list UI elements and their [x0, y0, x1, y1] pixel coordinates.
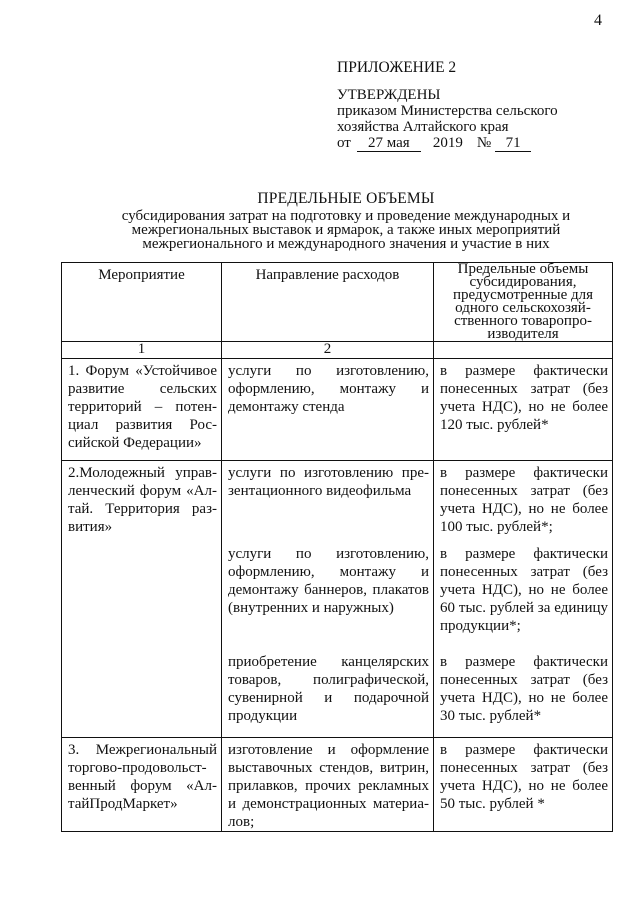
direction-cell	[222, 461, 434, 738]
limit-item: в размере фактически понесенных затрат (без учета НДС), но не более 100 тыс. рублей*;	[440, 465, 608, 535]
column-number-row	[62, 342, 613, 359]
limit-cell: в размере фактически понесенных затрат (без учета НДС), но не более 120 тыс. рублей*	[434, 359, 613, 461]
order-date: 27 мая	[357, 136, 421, 152]
event-cell: 2.Молодежный управ-ленческий форум «Ал-тай. Территория раз-вития»	[62, 461, 222, 738]
approval-block	[337, 60, 558, 152]
header-event: Мероприятие	[62, 263, 222, 342]
appendix-title: ПРИЛОЖЕНИЕ 2	[337, 59, 457, 76]
heading-title: ПРЕДЕЛЬНЫЕ ОБЪЕМЫ	[257, 190, 435, 207]
limit-cell	[434, 461, 613, 738]
event-cell: 3. Межрегиональный торгово-продовольст-венный форум «Ал-тайПродМаркет»	[62, 738, 222, 832]
document-heading	[70, 192, 622, 251]
direction-cell: изготовление и оформление выставочных стендов, витрин, прилавков, прочих рекламных и демонстрационных материа-лов;	[222, 738, 434, 832]
order-from-label: от	[337, 135, 351, 151]
table-header-row	[62, 263, 613, 342]
table-row	[62, 359, 613, 461]
limit-cell: в размере фактически понесенных затрат (без учета НДС), но не более 50 тыс. рублей *	[434, 738, 613, 832]
limit-item: в размере фактически понесенных затрат (без учета НДС), но не более 60 тыс. рублей за единицу продукции*;	[440, 546, 608, 634]
heading-line-1: субсидирования затрат на подготовку и проведение международных и	[121, 208, 571, 224]
order-number-sign: №	[476, 135, 492, 151]
direction-item: услуги по изготовлению пре-зентационного видеофильма	[228, 465, 429, 499]
order-reference	[337, 135, 558, 152]
order-year: 2019	[432, 135, 463, 151]
header-limit: Предельные объемы субсидирования, предусмотренные для одного сельскохозяй-ственного товаропро-изводителя	[434, 263, 613, 342]
limit-item: в размере фактически понесенных затрат (без учета НДС), но не более 30 тыс. рублей*	[440, 654, 608, 724]
approval-line-1: приказом Министерства сельского	[337, 103, 558, 119]
column-number-3	[434, 342, 613, 359]
page-number: 4	[594, 12, 602, 29]
heading-line-2: межрегиональных выставок и ярмарок, а также иных мероприятий	[131, 222, 561, 238]
direction-item: услуги по изготовлению, оформлению, монтажу и демонтажу баннеров, плакатов (внутренних и наружных)	[228, 546, 429, 616]
table-row	[62, 461, 613, 738]
table-row	[62, 738, 613, 832]
direction-cell: услуги по изготовлению, оформлению, монтажу и демонтажу стенда	[222, 359, 434, 461]
order-number: 71	[495, 136, 531, 152]
approval-line-2: хозяйства Алтайского края	[337, 119, 509, 135]
event-cell: 1. Форум «Устойчивое развитие сельских территорий – потен-циал развития Рос-сийской Федерации»	[62, 359, 222, 461]
heading-line-3: межрегионального и международного значения и участие в них	[142, 236, 550, 252]
column-number-1: 1	[62, 342, 222, 359]
column-number-2: 2	[222, 342, 434, 359]
header-direction: Направление расходов	[222, 263, 434, 342]
approved-label: УТВЕРЖДЕНЫ	[337, 87, 441, 103]
subsidy-limits-table	[61, 262, 613, 832]
direction-item: приобретение канцелярских товаров, полиграфической, сувенирной и подарочной продукции	[228, 654, 429, 724]
